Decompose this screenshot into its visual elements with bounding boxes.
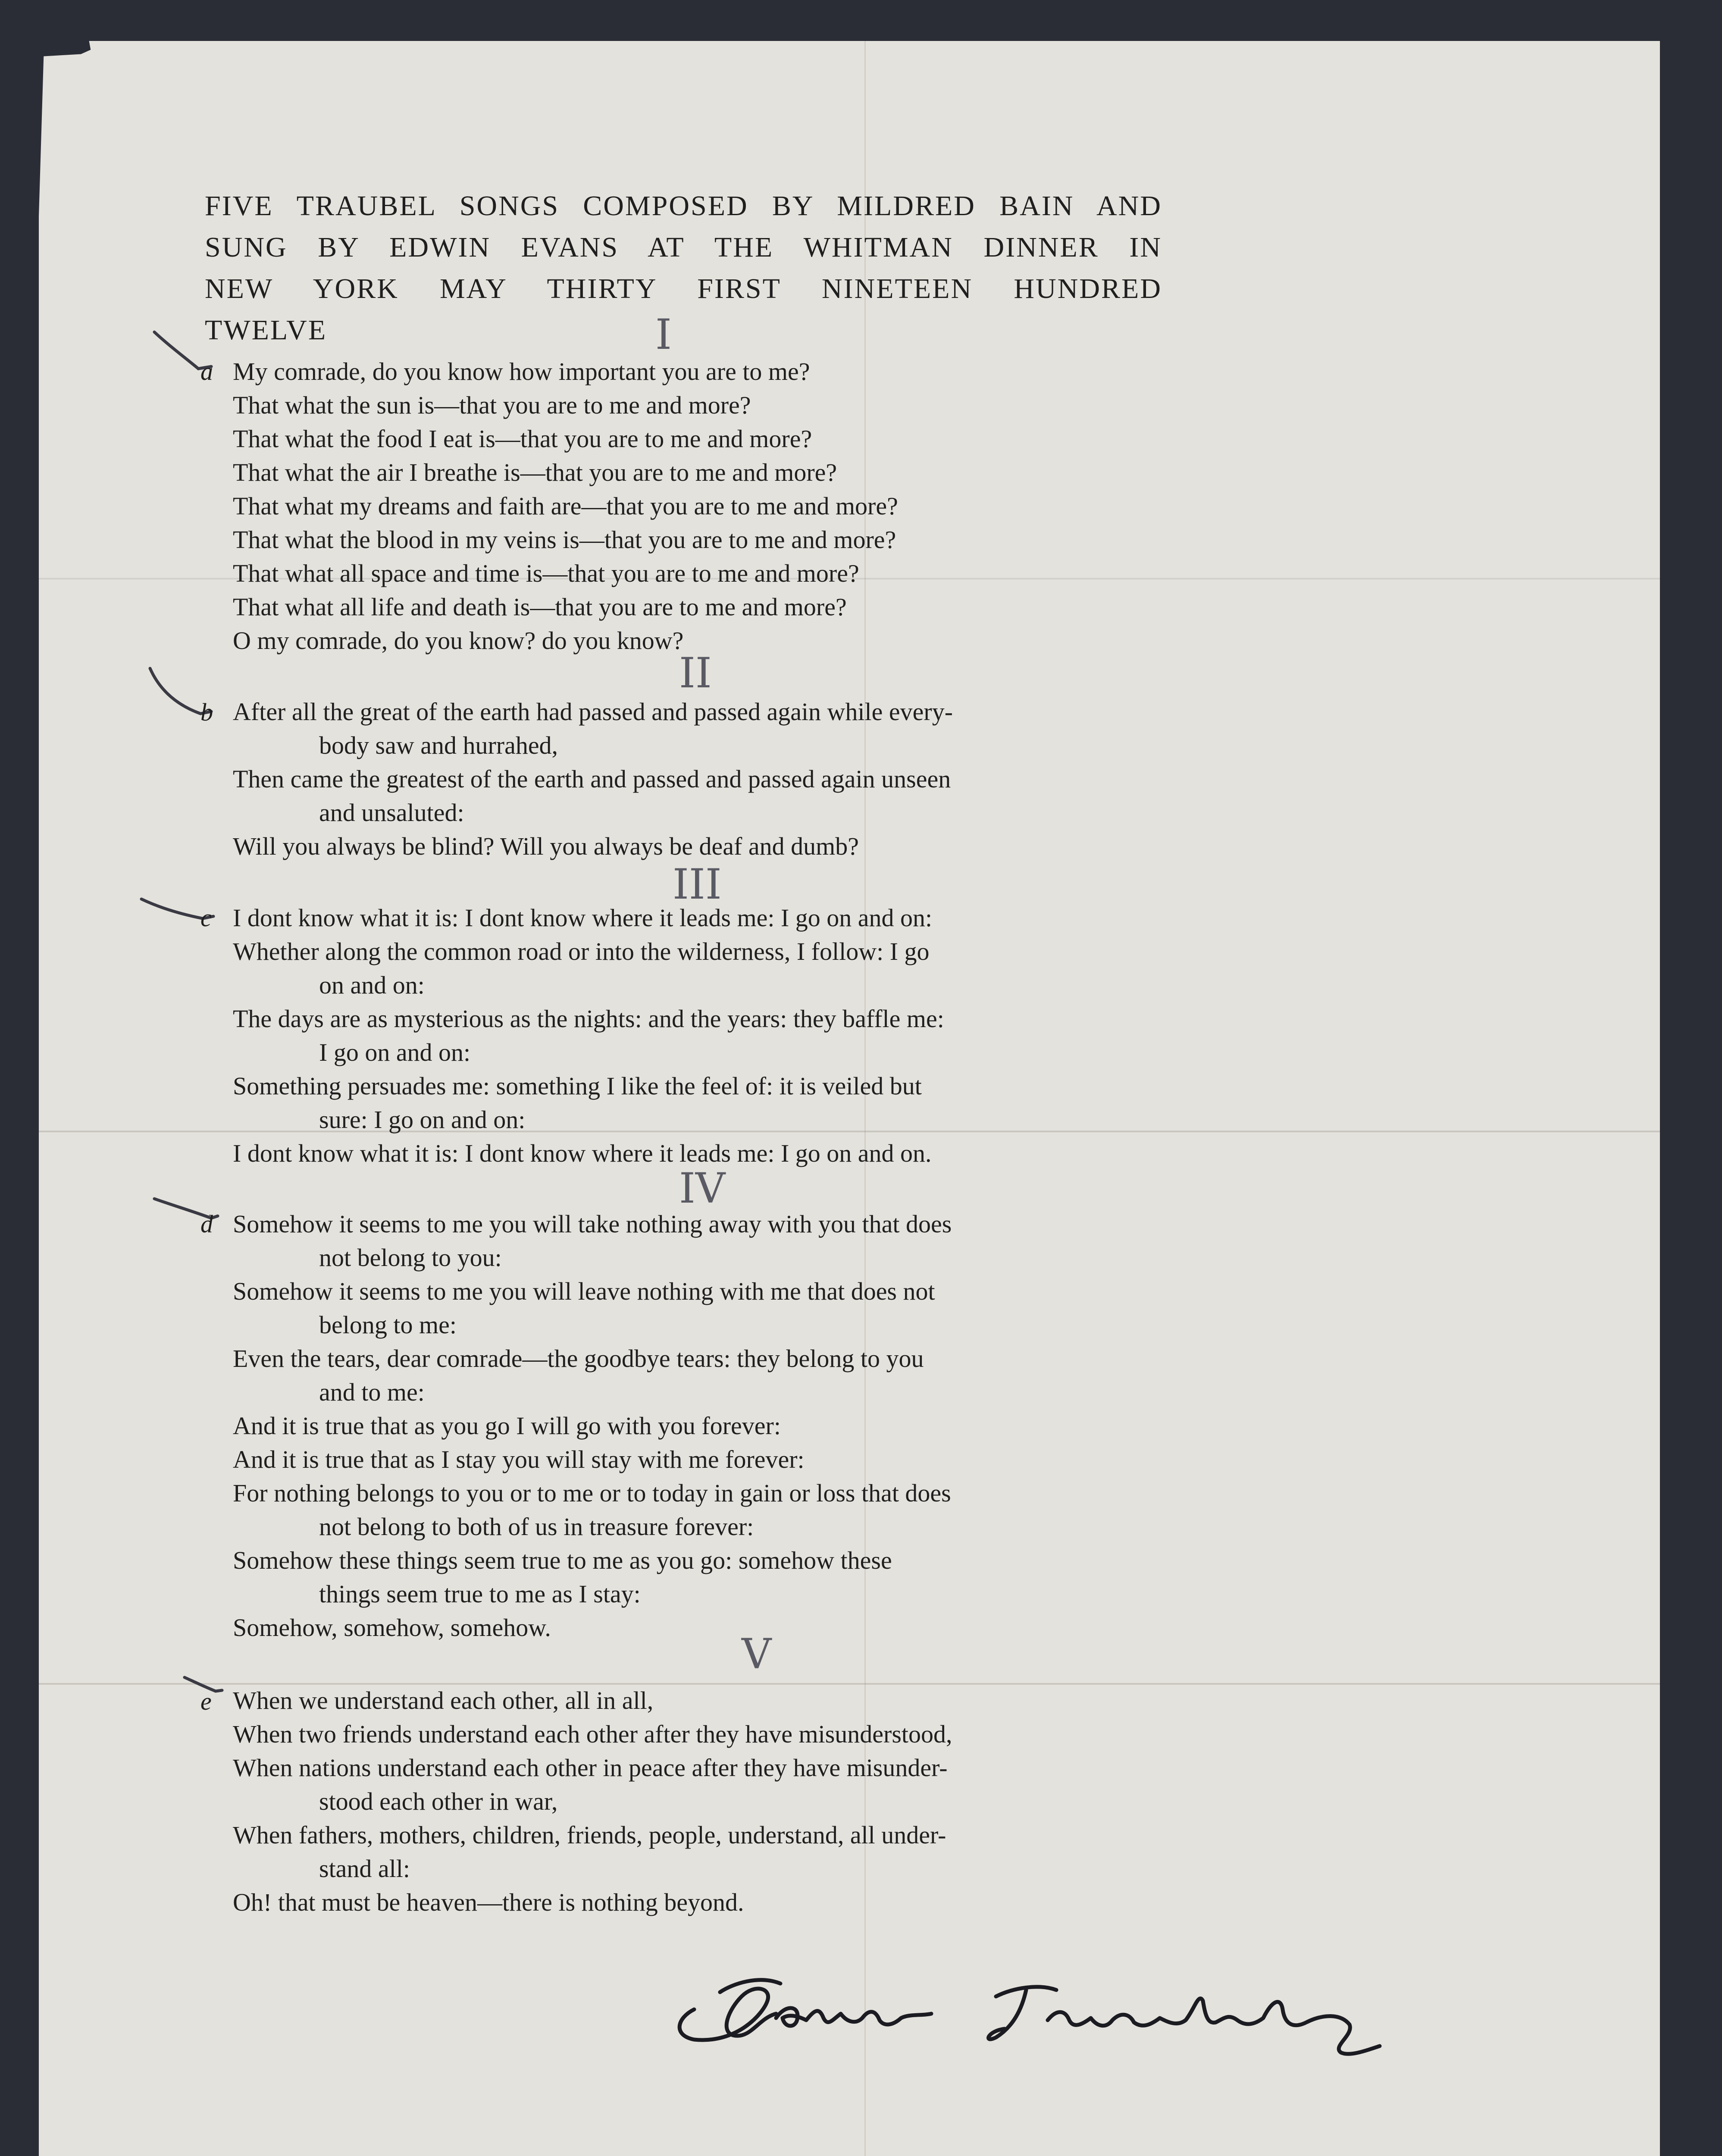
- song-3: [233, 901, 1155, 1170]
- verse-line: That what the air I breathe is—that you are to me and more?: [233, 458, 837, 486]
- verse-line: That what all life and death is—that you are to me and more?: [233, 593, 847, 621]
- verse-line: That what the sun is—that you are to me and more?: [233, 391, 751, 419]
- verse-line: And it is true that as you go I will go with you forever:: [233, 1412, 781, 1440]
- verse-line: O my comrade, do you know? do you know?: [233, 627, 684, 655]
- handwritten-numeral: IV: [679, 1164, 726, 1213]
- verse-line: I dont know what it is: I dont know where it leads me: I go on and on:: [233, 904, 933, 932]
- song-2: [233, 695, 1155, 863]
- verse-line: The days are as mysterious as the nights: and the years: they baffle me: I go on and on:: [233, 1005, 944, 1066]
- song-4: [233, 1207, 1155, 1645]
- verse-line: Then came the greatest of the earth and passed and passed again unseen and unsaluted:: [233, 765, 951, 827]
- verse-line: Somehow these things seem true to me as you go: somehow these things seem true to me as I stay:: [233, 1546, 892, 1608]
- song-letter: a: [200, 357, 213, 385]
- verse-line: That what all space and time is—that you are to me and more?: [233, 559, 859, 587]
- song-letter: c: [200, 904, 212, 932]
- handwritten-numeral: III: [673, 860, 722, 909]
- verse-line: Somehow, somehow, somehow.: [233, 1614, 551, 1642]
- verse-line: That what the blood in my veins is—that you are to me and more?: [233, 526, 896, 554]
- verse-line: When we understand each other, all in all,: [233, 1686, 654, 1714]
- heading-line: NEW YORK MAY THIRTY FIRST NINETEEN HUNDRED: [205, 273, 1162, 304]
- song-1: [233, 355, 1155, 658]
- handwritten-numeral: II: [679, 649, 712, 697]
- verse-line: Will you always be blind? Will you always be deaf and dumb?: [233, 832, 859, 860]
- verse-line: Somehow it seems to me you will take nothing away with you that does not belong to you:: [233, 1210, 952, 1272]
- document-heading: [205, 185, 1162, 351]
- song-letter: b: [200, 698, 213, 726]
- handwritten-signature: [668, 1949, 1423, 2057]
- heading-line: FIVE TRAUBEL SONGS COMPOSED BY MILDRED BAIN AND: [205, 190, 1162, 222]
- verse-line: I dont know what it is: I dont know where it leads me: I go on and on.: [233, 1139, 932, 1167]
- verse-line: Even the tears, dear comrade—the goodbye tears: they belong to you and to me:: [233, 1344, 924, 1406]
- song-letter: d: [200, 1210, 213, 1238]
- verse-line: After all the great of the earth had passed and passed again while every- body saw and hurrahed,: [233, 698, 953, 759]
- song-5: [233, 1684, 1155, 1919]
- verse-line: Somehow it seems to me you will leave nothing with me that does not belong to me:: [233, 1277, 935, 1339]
- verse-line: For nothing belongs to you or to me or to today in gain or loss that does not belong to both of us in treasure forever:: [233, 1479, 951, 1541]
- verse-line: That what my dreams and faith are—that you are to me and more?: [233, 492, 898, 520]
- handwritten-numeral: V: [742, 1630, 772, 1678]
- song-letter: e: [200, 1687, 212, 1715]
- verse-line: And it is true that as I stay you will stay with me forever:: [233, 1445, 805, 1473]
- verse-line: My comrade, do you know how important you are to me?: [233, 357, 810, 385]
- verse-line: When two friends understand each other after they have misunderstood,: [233, 1720, 952, 1748]
- verse-line: Oh! that must be heaven—there is nothing beyond.: [233, 1888, 744, 1916]
- verse-line: When nations understand each other in peace after they have misunder- stood each other in war,: [233, 1754, 948, 1815]
- heading-line: SUNG BY EDWIN EVANS AT THE WHITMAN DINNER IN: [205, 232, 1162, 263]
- verse-line: When fathers, mothers, children, friends, people, understand, all under- stand all:: [233, 1821, 946, 1883]
- verse-line: Something persuades me: something I like the feel of: it is veiled but sure: I go on and on:: [233, 1072, 922, 1134]
- heading-line: TWELVE: [205, 314, 327, 346]
- verse-line: That what the food I eat is—that you are to me and more?: [233, 425, 812, 453]
- handwritten-numeral: I: [655, 310, 672, 359]
- verse-line: Whether along the common road or into the wilderness, I follow: I go on and on:: [233, 937, 930, 999]
